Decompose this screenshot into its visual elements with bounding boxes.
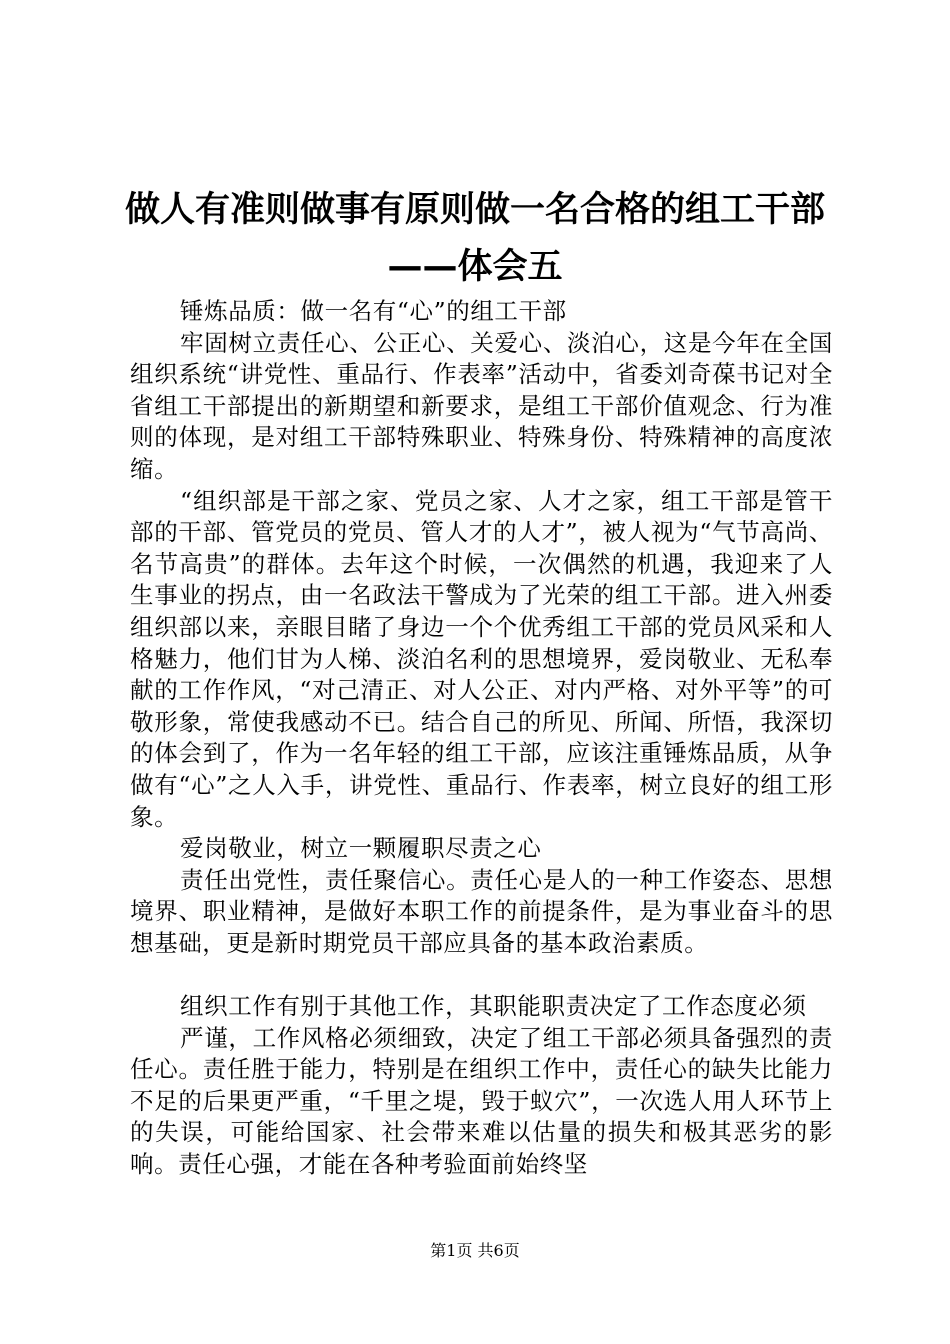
paragraph: 责任出党性，责任聚信心。责任心是人的一种工作姿态、思想境界、职业精神，是做好本职工作的前提条件，是为事业奋斗的思想基础，更是新时期党员干部应具备的基本政治素质。 — [130, 865, 833, 957]
paragraph: 牢固树立责任心、公正心、关爱心、淡泊心，这是今年在全国组织系统“讲党性、重品行、作表率”活动中，省委刘奇葆书记对全省组工干部提出的新期望和新要求，是组工干部价值观念、行为准则的体现，是对组工干部特殊职业、特殊身份、特殊精神的高度浓缩。 — [130, 328, 833, 483]
paragraph-spacer — [130, 959, 833, 991]
document-title: 做人有准则做事有原则做一名合格的组工干部 — [124, 190, 825, 230]
section-heading: 锤炼品质：做一名有“心”的组工干部 — [180, 297, 567, 325]
document-body — [130, 296, 833, 1181]
paragraph: “组织部是干部之家、党员之家、人才之家，组工干部是管干部的干部、管党员的党员、管人才的人才”，被人视为“气节高尚、名节高贵”的群体。去年这个时候，一次偶然的机遇，我迎来了人生事业的拐点，由一名政法干警成为了光荣的组工干部。进入州委组织部以来，亲眼目睹了身边一个个优秀组工干部的党员风采和人格魅力，他们甘为人梯、淡泊名利的思想境界，爱岗敬业、无私奉献的工作作风，“对己清正、对人公正、对内严格、对外平等”的可敬形象，常使我感动不已。结合自己的所见、所闻、所悟，我深切的体会到了，作为一名年轻的组工干部，应该注重锤炼品质，从争做有“心”之人入手，讲党性、重品行、作表率，树立良好的组工形象。 — [130, 486, 833, 831]
page-footer: 第1页 共6页 — [430, 1241, 520, 1260]
document-subtitle: ——体会五 — [387, 247, 563, 287]
paragraph: 组织工作有别于其他工作，其职能职责决定了工作态度必须 — [180, 992, 807, 1021]
section-heading: 爱岗敬业，树立一颗履职尽责之心 — [180, 834, 542, 863]
paragraph: 严谨，工作风格必须细致，决定了组工干部必须具备强烈的责任心。责任胜于能力，特别是在组织工作中，责任心的缺失比能力不足的后果更严重，“千里之堤，毁于蚁穴”，一次选人用人环节上的失误，可能给国家、社会带来难以估量的损失和极其恶劣的影响。责任心强，才能在各种考验面前始终坚 — [130, 1023, 833, 1179]
